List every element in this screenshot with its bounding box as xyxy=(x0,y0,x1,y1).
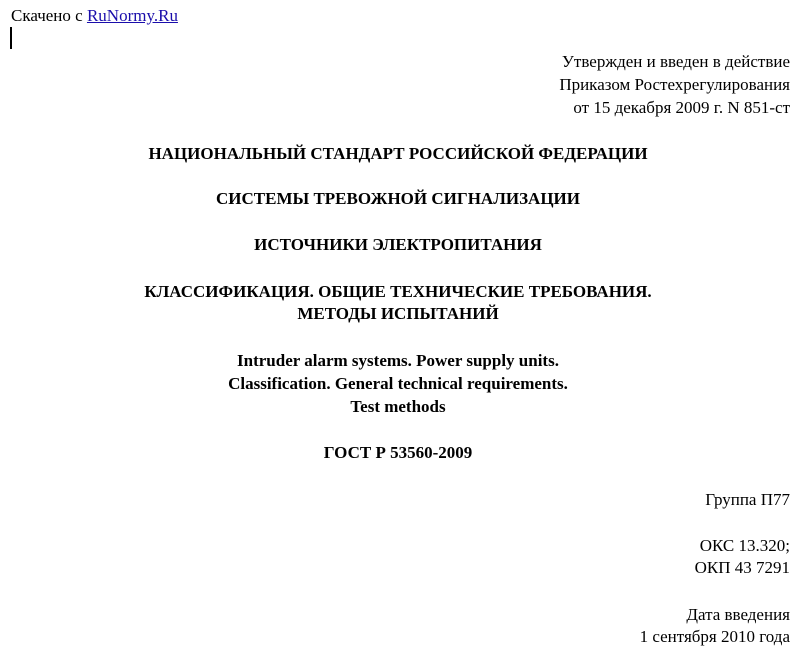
classification-title-line-1: КЛАССИФИКАЦИЯ. ОБЩИЕ ТЕХНИЧЕСКИЕ ТРЕБОВАНИЯ. xyxy=(144,282,652,301)
approval-line-3: от 15 декабря 2009 г. N 851-ст xyxy=(573,98,790,117)
download-source xyxy=(11,5,178,27)
intro-date-value: 1 сентября 2010 года xyxy=(639,627,790,646)
classification-title-line-2: МЕТОДЫ ИСПЫТАНИЙ xyxy=(297,304,499,323)
sources-title: ИСТОЧНИКИ ЭЛЕКТРОПИТАНИЯ xyxy=(254,235,542,254)
approval-line-2: Приказом Ростехрегулирования xyxy=(559,75,790,94)
group-code: Группа П77 xyxy=(705,490,790,509)
english-title-line-1: Intruder alarm systems. Power supply units. xyxy=(237,351,559,370)
english-title-line-2: Classification. General technical requirements. xyxy=(228,374,568,393)
gost-number: ГОСТ Р 53560-2009 xyxy=(323,443,473,462)
approval-line-1: Утвержден и введен в действие xyxy=(561,52,790,71)
systems-title: СИСТЕМЫ ТРЕВОЖНОЙ СИГНАЛИЗАЦИИ xyxy=(216,189,580,208)
text-cursor xyxy=(10,27,12,49)
download-prefix: Скачено с xyxy=(11,6,83,25)
oks-code: ОКС 13.320; xyxy=(699,536,790,555)
english-title-line-3: Test methods xyxy=(350,397,446,416)
national-standard-title: НАЦИОНАЛЬНЫЙ СТАНДАРТ РОССИЙСКОЙ ФЕДЕРАЦИИ xyxy=(148,144,648,163)
okp-code: ОКП 43 7291 xyxy=(694,558,790,577)
intro-date-label: Дата введения xyxy=(686,605,790,624)
runormy-link[interactable]: RuNormy.Ru xyxy=(86,6,178,25)
